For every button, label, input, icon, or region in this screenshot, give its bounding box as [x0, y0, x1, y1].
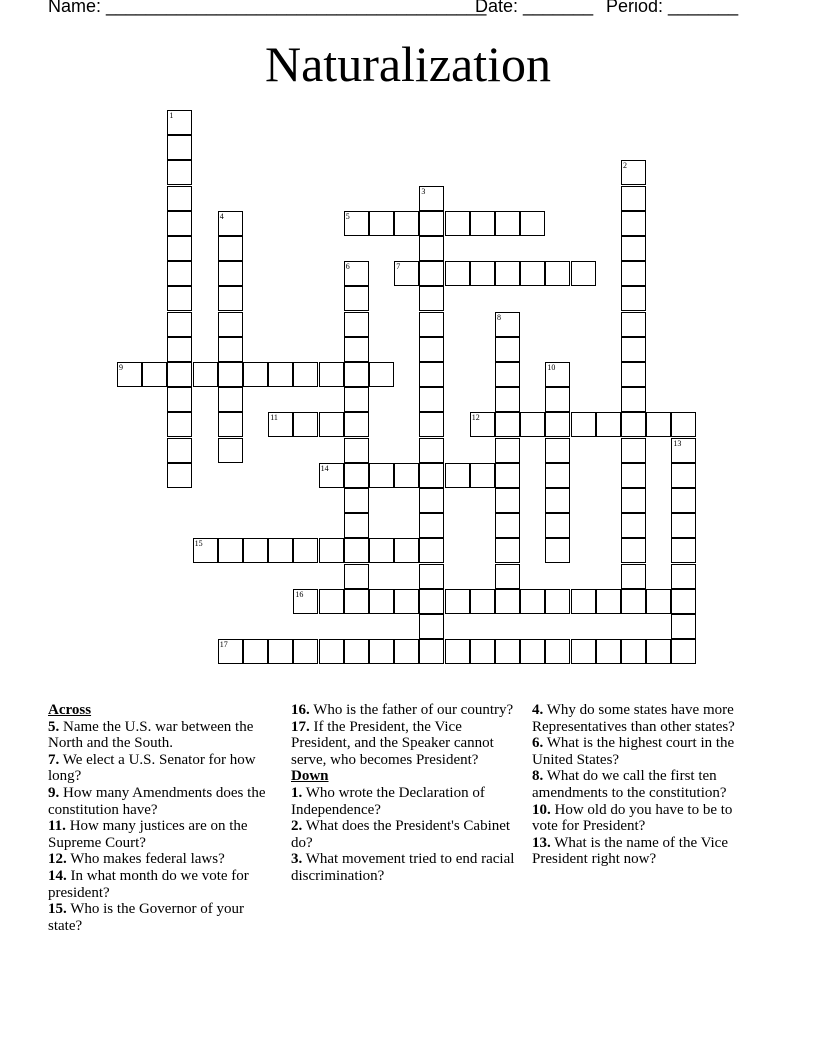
- grid-cell[interactable]: [621, 236, 646, 261]
- grid-cell[interactable]: [419, 362, 444, 387]
- grid-cell[interactable]: [445, 211, 470, 236]
- grid-cell[interactable]: [419, 564, 444, 589]
- grid-cell[interactable]: [470, 261, 495, 286]
- grid-cell[interactable]: [646, 639, 671, 664]
- clue-number-label: 9: [119, 363, 123, 372]
- grid-cell[interactable]: [344, 488, 369, 513]
- grid-cell[interactable]: [621, 438, 646, 463]
- clue-across-11: 11. How many justices are on the Supreme Court?: [48, 818, 248, 851]
- grid-cell[interactable]: [470, 639, 495, 664]
- grid-cell[interactable]: [545, 639, 570, 664]
- grid-cell[interactable]: [268, 639, 293, 664]
- grid-cell[interactable]: [319, 412, 344, 437]
- grid-cell[interactable]: [167, 362, 192, 387]
- grid-cell[interactable]: [621, 564, 646, 589]
- grid-cell[interactable]: [520, 639, 545, 664]
- grid-cell[interactable]: [218, 362, 243, 387]
- grid-cell[interactable]: [621, 160, 646, 185]
- grid-cell[interactable]: [621, 286, 646, 311]
- grid-cell[interactable]: [218, 438, 243, 463]
- grid-cell[interactable]: [218, 337, 243, 362]
- grid-cell[interactable]: [344, 337, 369, 362]
- grid-cell[interactable]: [293, 412, 318, 437]
- grid-cell[interactable]: [243, 362, 268, 387]
- grid-cell[interactable]: [369, 463, 394, 488]
- grid-cell[interactable]: [167, 186, 192, 211]
- grid-cell[interactable]: [344, 362, 369, 387]
- grid-cell[interactable]: [621, 337, 646, 362]
- clue-number-label: 4: [219, 211, 224, 221]
- grid-cell[interactable]: [193, 538, 218, 563]
- grid-cell[interactable]: [445, 261, 470, 286]
- grid-cell[interactable]: [218, 387, 243, 412]
- grid-cell[interactable]: [369, 639, 394, 664]
- grid-cell[interactable]: [545, 438, 570, 463]
- grid-cell[interactable]: [621, 261, 646, 286]
- grid-cell[interactable]: [520, 261, 545, 286]
- date-field[interactable]: Date: _______: [475, 0, 594, 16]
- grid-cell[interactable]: [495, 488, 520, 513]
- clue-across-5: 5. Name the U.S. war between the North and the South.: [48, 718, 254, 752]
- grid-cell[interactable]: [218, 211, 243, 236]
- period-field[interactable]: Period: _______: [606, 0, 739, 16]
- grid-cell[interactable]: [520, 589, 545, 614]
- clue-number-label: 17: [219, 640, 228, 650]
- grid-cell[interactable]: [646, 589, 671, 614]
- grid-cell[interactable]: [344, 564, 369, 589]
- grid-cell[interactable]: [344, 286, 369, 311]
- grid-cell[interactable]: [419, 211, 444, 236]
- clue-number-label: 2: [623, 161, 627, 171]
- grid-cell[interactable]: [344, 387, 369, 412]
- clue-number-label: 13: [673, 438, 682, 448]
- grid-cell[interactable]: [470, 211, 495, 236]
- grid-cell[interactable]: [268, 538, 293, 563]
- grid-cell[interactable]: [495, 513, 520, 538]
- grid-cell[interactable]: [344, 538, 369, 563]
- grid-cell[interactable]: [545, 412, 570, 437]
- grid-cell[interactable]: [293, 639, 318, 664]
- grid-cell[interactable]: [621, 463, 646, 488]
- grid-cell[interactable]: [419, 463, 444, 488]
- grid-cell[interactable]: [571, 589, 596, 614]
- clue-number-label: 10: [547, 363, 556, 372]
- clue-number-label: 1: [169, 111, 174, 120]
- grid-cell[interactable]: [520, 412, 545, 437]
- grid-cell[interactable]: [671, 614, 696, 639]
- grid-cell[interactable]: [344, 438, 369, 463]
- grid-cell[interactable]: [495, 261, 520, 286]
- grid-cell[interactable]: [495, 387, 520, 412]
- grid-cell[interactable]: [621, 639, 646, 664]
- grid-cell[interactable]: [218, 312, 243, 337]
- grid-cell[interactable]: [495, 589, 520, 614]
- grid-cell[interactable]: [571, 412, 596, 437]
- grid-cell[interactable]: [596, 639, 621, 664]
- grid-cell[interactable]: [596, 589, 621, 614]
- grid-cell[interactable]: [344, 211, 369, 236]
- grid-cell[interactable]: [218, 639, 243, 664]
- grid-cell[interactable]: [218, 538, 243, 563]
- grid-cell[interactable]: [218, 236, 243, 261]
- grid-cell[interactable]: [419, 236, 444, 261]
- grid-cell[interactable]: [545, 513, 570, 538]
- grid-cell[interactable]: [596, 412, 621, 437]
- grid-cell[interactable]: [545, 463, 570, 488]
- grid-cell[interactable]: [293, 538, 318, 563]
- grid-cell[interactable]: [671, 564, 696, 589]
- grid-cell[interactable]: [268, 362, 293, 387]
- grid-cell[interactable]: [671, 589, 696, 614]
- clue-down-3: 3. What movement tried to end racial discrimination?: [291, 851, 515, 884]
- clues-column-1: [48, 702, 273, 934]
- grid-cell[interactable]: [167, 412, 192, 437]
- clues-column-2: [291, 702, 516, 885]
- grid-cell[interactable]: [419, 412, 444, 437]
- grid-cell[interactable]: [621, 412, 646, 437]
- grid-cell[interactable]: [419, 488, 444, 513]
- grid-cell[interactable]: [646, 412, 671, 437]
- grid-cell[interactable]: [445, 463, 470, 488]
- name-field[interactable]: Name: ______________________________________: [48, 0, 487, 16]
- grid-cell[interactable]: [344, 463, 369, 488]
- grid-cell[interactable]: [419, 387, 444, 412]
- clue-number-label: 14: [320, 463, 329, 473]
- grid-cell[interactable]: [268, 412, 293, 437]
- grid-cell[interactable]: [495, 463, 520, 488]
- across-heading: Across: [48, 702, 92, 718]
- grid-cell[interactable]: [495, 312, 520, 337]
- clue-across-17: 17. If the President, the Vice President, and the Speaker cannot serve, who becomes President?: [291, 718, 494, 768]
- grid-cell[interactable]: [167, 463, 192, 488]
- down-heading: Down: [291, 768, 329, 785]
- clue-across-14: 14. In what month do we vote for president?: [48, 867, 249, 901]
- grid-cell[interactable]: [142, 362, 167, 387]
- grid-cell[interactable]: [621, 387, 646, 412]
- grid-cell[interactable]: [419, 186, 444, 211]
- clue-down-6: 6. What is the highest court in the United States?: [532, 735, 735, 768]
- grid-cell[interactable]: [445, 639, 470, 664]
- grid-cell[interactable]: [167, 236, 192, 261]
- grid-cell[interactable]: [495, 639, 520, 664]
- grid-cell[interactable]: [344, 412, 369, 437]
- grid-cell[interactable]: [495, 438, 520, 463]
- grid-cell[interactable]: [520, 211, 545, 236]
- grid-cell[interactable]: [117, 362, 142, 387]
- grid-cell[interactable]: [344, 639, 369, 664]
- grid-cell[interactable]: [470, 463, 495, 488]
- grid-cell[interactable]: [419, 538, 444, 563]
- grid-cell[interactable]: [218, 412, 243, 437]
- grid-cell[interactable]: [545, 261, 570, 286]
- grid-cell[interactable]: [167, 286, 192, 311]
- grid-cell[interactable]: [167, 312, 192, 337]
- clue-number-label: 7: [396, 262, 401, 272]
- clue-across-15: 15. Who is the Governor of your state?: [48, 901, 244, 934]
- grid-cell[interactable]: [394, 639, 419, 664]
- grid-cell[interactable]: [621, 589, 646, 614]
- grid-cell[interactable]: [319, 538, 344, 563]
- grid-cell[interactable]: [319, 639, 344, 664]
- grid-cell[interactable]: [470, 412, 495, 437]
- grid-cell[interactable]: [671, 513, 696, 538]
- grid-cell[interactable]: [545, 362, 570, 387]
- grid-cell[interactable]: [167, 110, 192, 135]
- grid-cell[interactable]: [369, 362, 394, 387]
- grid-cell[interactable]: [545, 387, 570, 412]
- grid-cell[interactable]: [167, 211, 192, 236]
- grid-cell[interactable]: [671, 639, 696, 664]
- grid-cell[interactable]: [319, 589, 344, 614]
- clue-down-2: 2. What does the President's Cabinet do?: [291, 818, 511, 851]
- grid-cell[interactable]: [621, 211, 646, 236]
- clue-number-label: 16: [295, 589, 304, 599]
- grid-cell[interactable]: [369, 538, 394, 563]
- grid-cell[interactable]: [621, 488, 646, 513]
- grid-cell[interactable]: [344, 312, 369, 337]
- grid-cell[interactable]: [344, 513, 369, 538]
- grid-cell[interactable]: [243, 639, 268, 664]
- grid-cell[interactable]: [495, 538, 520, 563]
- grid-cell[interactable]: [319, 463, 344, 488]
- clue-down-4: 4. Why do some states have more Representatives than other states?: [532, 702, 735, 735]
- grid-cell[interactable]: [369, 589, 394, 614]
- clue-across-16: 16. Who is the father of our country?: [291, 702, 514, 718]
- grid-cell[interactable]: [218, 286, 243, 311]
- grid-cell[interactable]: [394, 463, 419, 488]
- grid-cell[interactable]: [545, 538, 570, 563]
- grid-cell[interactable]: [167, 135, 192, 160]
- grid-cell[interactable]: [167, 261, 192, 286]
- grid-cell[interactable]: [419, 312, 444, 337]
- grid-cell[interactable]: [419, 614, 444, 639]
- grid-cell[interactable]: [167, 160, 192, 185]
- clue-number-label: 15: [194, 539, 203, 549]
- grid-cell[interactable]: [419, 513, 444, 538]
- clue-number-label: 3: [421, 186, 426, 196]
- grid-cell[interactable]: [369, 211, 394, 236]
- grid-cell[interactable]: [243, 538, 268, 563]
- grid-cell[interactable]: [419, 639, 444, 664]
- grid-cell[interactable]: [319, 362, 344, 387]
- clue-number-label: 12: [471, 413, 480, 423]
- grid-cell[interactable]: [621, 538, 646, 563]
- grid-cell[interactable]: [671, 438, 696, 463]
- grid-cell[interactable]: [495, 337, 520, 362]
- grid-cell[interactable]: [671, 488, 696, 513]
- grid-cell[interactable]: [671, 412, 696, 437]
- clue-down-10: 10. How old do you have to be to vote for President?: [532, 801, 733, 835]
- clue-down-8: 8. What do we call the first ten amendments to the constitution?: [532, 768, 727, 801]
- clue-across-7: 7. We elect a U.S. Senator for how long?: [48, 751, 256, 785]
- grid-cell[interactable]: [621, 186, 646, 211]
- grid-cell[interactable]: [571, 639, 596, 664]
- grid-cell[interactable]: [293, 362, 318, 387]
- grid-cell[interactable]: [445, 589, 470, 614]
- grid-cell[interactable]: [394, 538, 419, 563]
- clue-number-label: 6: [345, 262, 350, 272]
- grid-cell[interactable]: [621, 362, 646, 387]
- grid-cell[interactable]: [394, 589, 419, 614]
- grid-cell[interactable]: [545, 589, 570, 614]
- grid-cell[interactable]: [344, 589, 369, 614]
- grid-cell[interactable]: [495, 211, 520, 236]
- page-title: Naturalization: [265, 36, 551, 92]
- clue-across-12: 12. Who makes federal laws?: [48, 851, 225, 868]
- grid-cell[interactable]: [621, 312, 646, 337]
- grid-cell[interactable]: [419, 337, 444, 362]
- grid-cell[interactable]: [571, 261, 596, 286]
- grid-cell[interactable]: [193, 362, 218, 387]
- grid-cell[interactable]: [470, 589, 495, 614]
- grid-cell[interactable]: [394, 211, 419, 236]
- clue-down-1: 1. Who wrote the Declaration of Independence?: [291, 784, 485, 818]
- grid-cell[interactable]: [495, 412, 520, 437]
- grid-cell[interactable]: [419, 261, 444, 286]
- clue-down-13: 13. What is the name of the Vice President right now?: [532, 834, 728, 868]
- grid-cell[interactable]: [167, 337, 192, 362]
- grid-cell[interactable]: [495, 362, 520, 387]
- grid-cell[interactable]: [394, 261, 419, 286]
- clue-across-9: 9. How many Amendments does the constitution have?: [48, 784, 266, 818]
- grid-cell[interactable]: [419, 286, 444, 311]
- grid-cell[interactable]: [671, 538, 696, 563]
- grid-cell[interactable]: [545, 488, 570, 513]
- grid-cell[interactable]: [671, 463, 696, 488]
- grid-cell[interactable]: [419, 589, 444, 614]
- grid-cell[interactable]: [621, 513, 646, 538]
- grid-cell[interactable]: [167, 387, 192, 412]
- grid-cell[interactable]: [419, 438, 444, 463]
- grid-cell[interactable]: [293, 589, 318, 614]
- clue-number-label: 8: [497, 312, 501, 322]
- clue-number-label: 5: [345, 211, 350, 221]
- grid-cell[interactable]: [218, 261, 243, 286]
- grid-cell[interactable]: [495, 564, 520, 589]
- clue-number-label: 11: [270, 413, 278, 423]
- grid-cell[interactable]: [167, 438, 192, 463]
- grid-cell[interactable]: [344, 261, 369, 286]
- clues-column-3: [532, 702, 757, 868]
